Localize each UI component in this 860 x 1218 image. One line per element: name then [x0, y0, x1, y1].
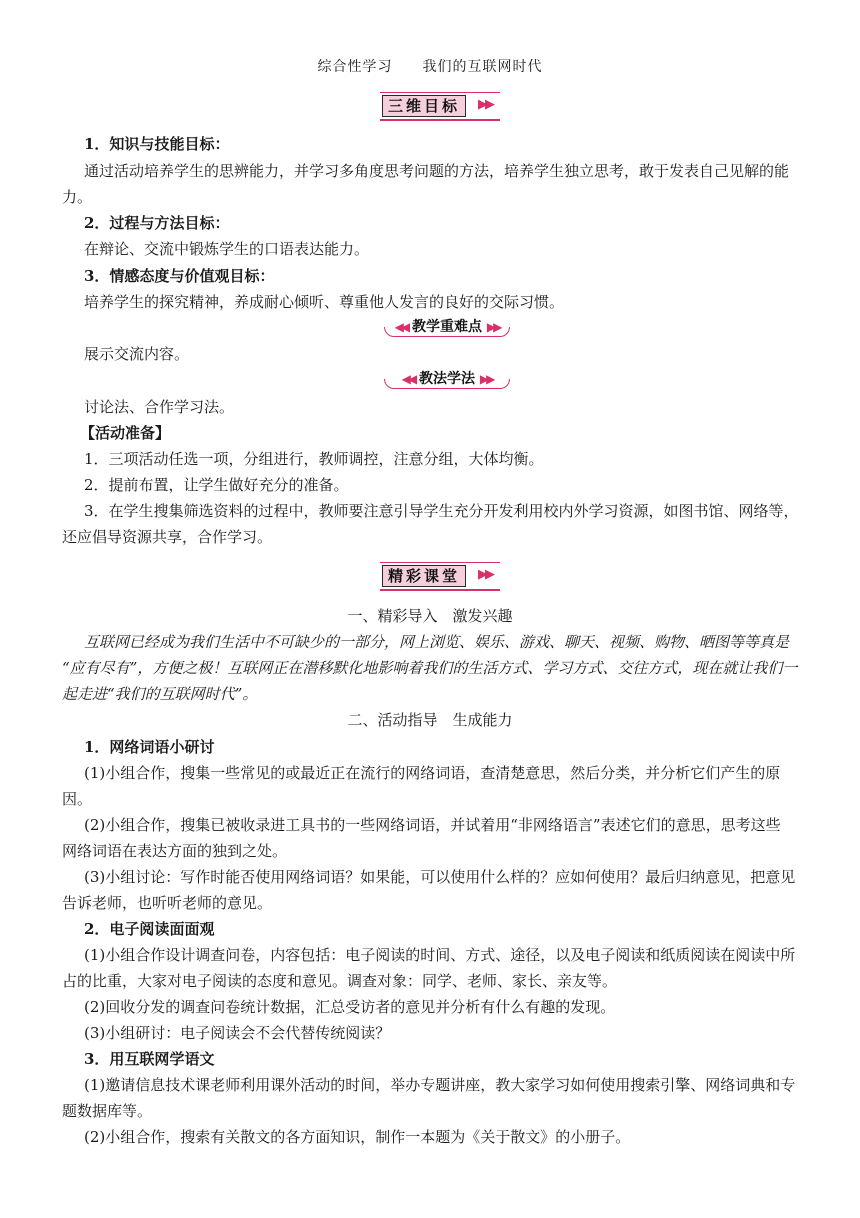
double-arrow-right-icon: ▶▶: [478, 97, 492, 112]
s3-p1-cont: 题数据库等。: [62, 1102, 153, 1120]
goal-1-title: 1．知识与技能目标：: [84, 135, 230, 153]
methods-text: 讨论法、合作学习法。: [84, 398, 235, 416]
goal-3-title: 3．情感态度与价值观目标：: [84, 267, 275, 285]
s2-p2: (2)回收分发的调查问卷统计数据，汇总受访者的意见并分析有什么有趣的发现。: [84, 998, 616, 1016]
banner-classroom: [380, 562, 500, 591]
s1-p2-cont: 网络词语在表达方面的独到之处。: [62, 842, 288, 860]
section-2-title: 2．电子阅读面面观: [84, 920, 215, 938]
intro-heading: 一、精彩导入 激发兴趣: [347, 607, 513, 625]
goal-1-text-cont: 力。: [62, 188, 93, 206]
s1-p1-cont: 因。: [62, 790, 93, 808]
banner-goals-label: 三维目标: [382, 95, 466, 117]
activity-heading: 二、活动指导 生成能力: [347, 711, 513, 729]
goal-3-text: 培养学生的探究精神，养成耐心倾听、尊重他人发言的良好的交际习惯。: [84, 293, 565, 311]
banner-methods: [384, 368, 510, 390]
banner-key-points: [384, 316, 510, 338]
section-3-title: 3．用互联网学语文: [84, 1050, 215, 1068]
prep-item-3: 3．在学生搜集筛选资料的过程中，教师要注意引导学生充分开发利用校内外学习资源，如图书馆、网络等，: [84, 502, 799, 520]
intro-line-2: “应有尽有”，方便之极！互联网正在潜移默化地影响着我们的生活方式、学习方式、交往方式，现在就让我们一: [62, 659, 798, 677]
prep-item-2: 2．提前布置，让学生做好充分的准备。: [84, 476, 349, 494]
goal-1-text: 通过活动培养学生的思辨能力，并学习多角度思考问题的方法，培养学生独立思考，敢于发表自己见解的能: [84, 162, 790, 180]
s1-p2: (2)小组合作，搜集已被收录进工具书的一些网络词语，并试着用“非网络语言”表述它们的意思，思考这些: [84, 816, 781, 834]
page-title: [0, 56, 860, 76]
key-points-text: 展示交流内容。: [84, 345, 190, 363]
goal-2-text: 在辩论、交流中锻炼学生的口语表达能力。: [84, 240, 370, 258]
double-arrow-right-icon: ▶▶: [478, 567, 492, 582]
s2-p3: (3)小组研讨：电子阅读会不会代替传统阅读？: [84, 1024, 391, 1042]
title-left: 综合性学习: [317, 59, 393, 75]
s3-p2: (2)小组合作，搜索有关散文的各方面知识，制作一本题为《关于散文》的小册子。: [84, 1128, 631, 1146]
banner-methods-label: 教法学法: [419, 371, 475, 387]
goal-2-title: 2．过程与方法目标：: [84, 214, 230, 232]
double-arrow-left-icon: ◀◀: [401, 372, 415, 386]
double-arrow-right-icon: ▶▶: [486, 320, 500, 334]
double-arrow-right-icon: ▶▶: [479, 372, 493, 386]
title-right: 我们的互联网时代: [422, 59, 543, 75]
s3-p1: (1)邀请信息技术课老师利用课外活动的时间，举办专题讲座，教大家学习如何使用搜索引擎、网络词典和专: [84, 1076, 796, 1094]
intro-line-3: 起走进“我们的互联网时代”。: [62, 685, 258, 703]
s1-p3-cont: 告诉老师，也听听老师的意见。: [62, 894, 273, 912]
s2-p1: (1)小组合作设计调查问卷，内容包括：电子阅读的时间、方式、途径，以及电子阅读和纸质阅读在阅读中所: [84, 946, 796, 964]
s1-p3: (3)小组讨论：写作时能否使用网络词语？如果能，可以使用什么样的？应如何使用？最后归纳意见，把意见: [84, 868, 796, 886]
double-arrow-left-icon: ◀◀: [394, 320, 408, 334]
intro-line-1: 互联网已经成为我们生活中不可缺少的一部分，网上浏览、娱乐、游戏、聊天、视频、购物、晒图等等真是: [84, 633, 790, 651]
prep-item-1: 1．三项活动任选一项，分组进行，教师调控，注意分组，大体均衡。: [84, 450, 544, 468]
banner-goals: [380, 92, 500, 121]
banner-key-points-label: 教学重难点: [412, 319, 482, 335]
prep-item-3-cont: 还应倡导资源共享，合作学习。: [62, 528, 273, 546]
banner-classroom-label: 精彩课堂: [382, 565, 466, 587]
prep-title: 【活动准备】: [80, 424, 171, 442]
section-1-title: 1．网络词语小研讨: [84, 738, 215, 756]
s2-p1-cont: 占的比重，大家对电子阅读的态度和意见。调查对象：同学、老师、家长、亲友等。: [62, 972, 618, 990]
s1-p1: (1)小组合作，搜集一些常见的或最近正在流行的网络词语，查清楚意思，然后分类，并分析它们产生的原: [84, 764, 781, 782]
